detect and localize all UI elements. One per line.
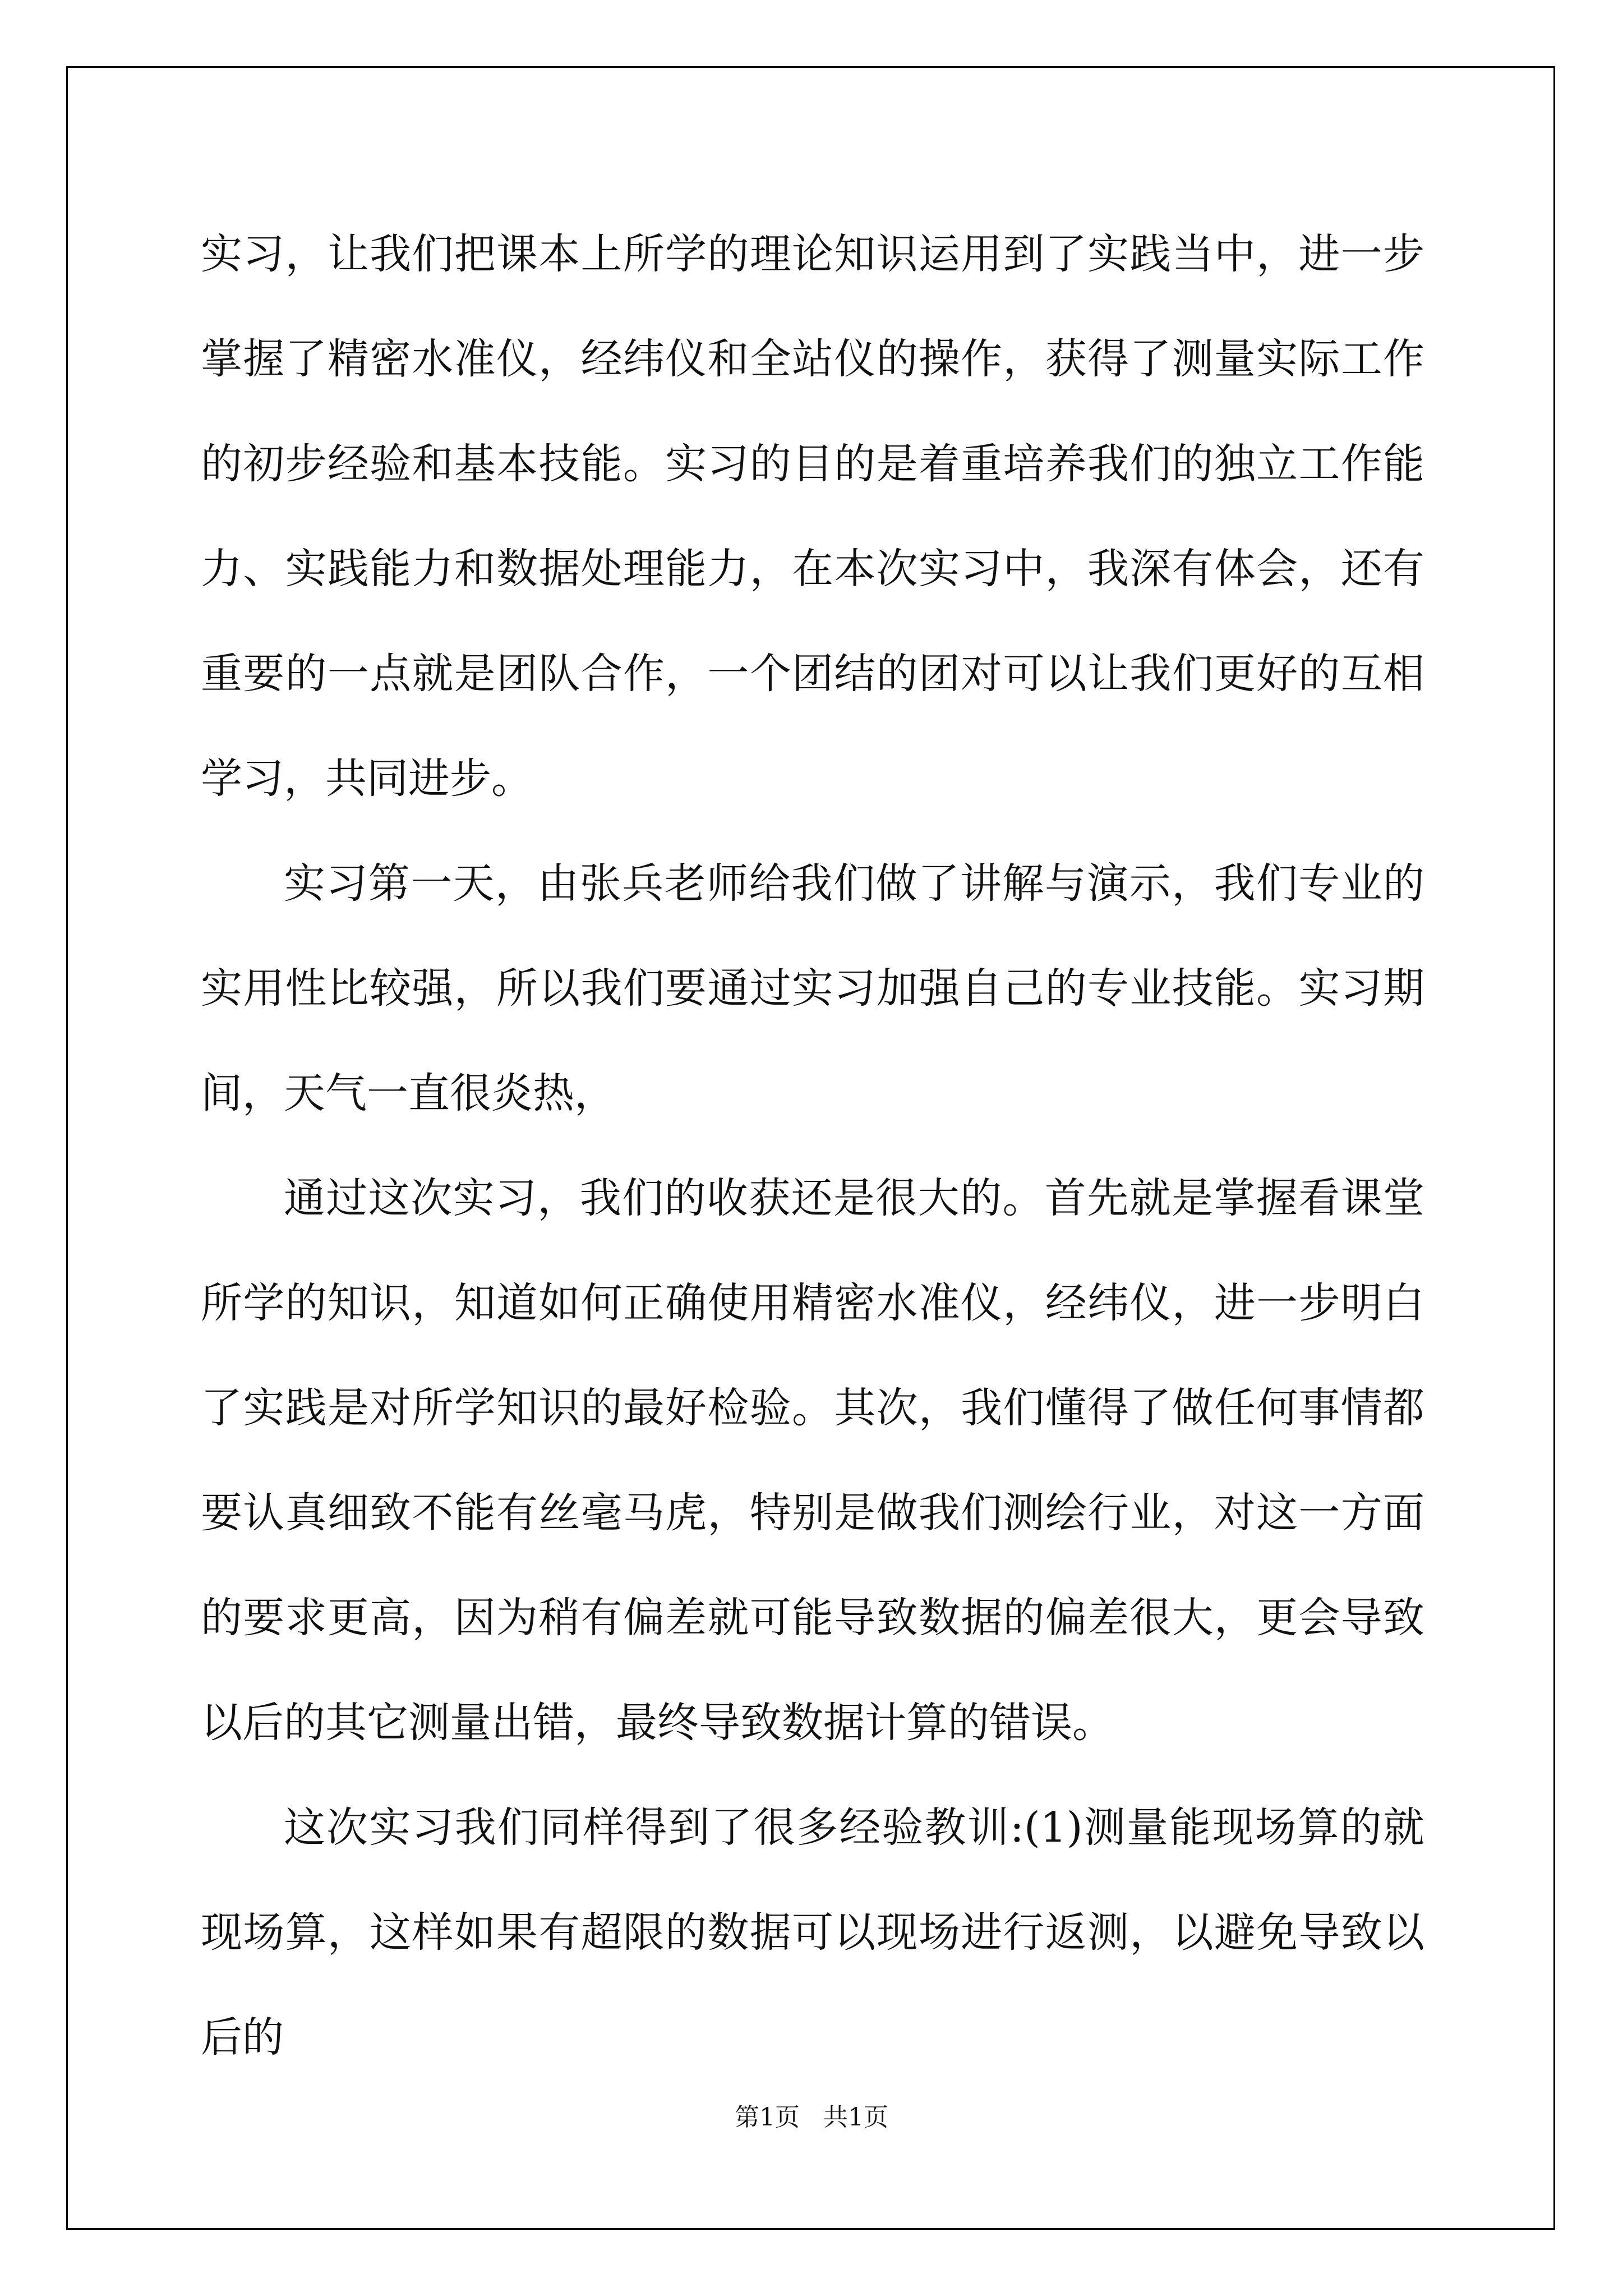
paragraph-4: 这次实习我们同样得到了很多经验教训:(1)测量能现场算的就现场算，这样如果有超限的数据可以现场进行返测，以避免导致以后的	[201, 1803, 1424, 2062]
paragraph-3: 通过这次实习，我们的收获还是很大的。首先就是掌握看课堂所学的知识，知道如何正确使用精密水准仪，经纬仪，进一步明白了实践是对所学知识的最好检验。其次，我们懂得了做任何事情都要认真细致不能有丝毫马虎，特别是做我们测绘行业，对这一方面的要求更高，因为稍有偏差就可能导致数据的偏差很大，更会导致以后的其它测量出错，最终导致数据计算的错误。	[201, 1174, 1424, 1747]
page-number-footer: 第1页 共1页	[735, 2103, 888, 2132]
document-body	[201, 202, 1424, 2090]
paragraph-1: 实习，让我们把课本上所学的理论知识运用到了实践当中，进一步掌握了精密水准仪，经纬仪和全站仪的操作，获得了测量实际工作的初步经验和基本技能。实习的目的是着重培养我们的独立工作能力、实践能力和数据处理能力，在本次实习中，我深有体会，还有重要的一点就是团队合作，一个团结的团对可以让我们更好的互相学习，共同进步。	[201, 230, 1424, 803]
paragraph-2: 实习第一天，由张兵老师给我们做了讲解与演示，我们专业的实用性比较强，所以我们要通过实习加强自己的专业技能。实习期间，天气一直很炎热，	[201, 859, 1424, 1117]
